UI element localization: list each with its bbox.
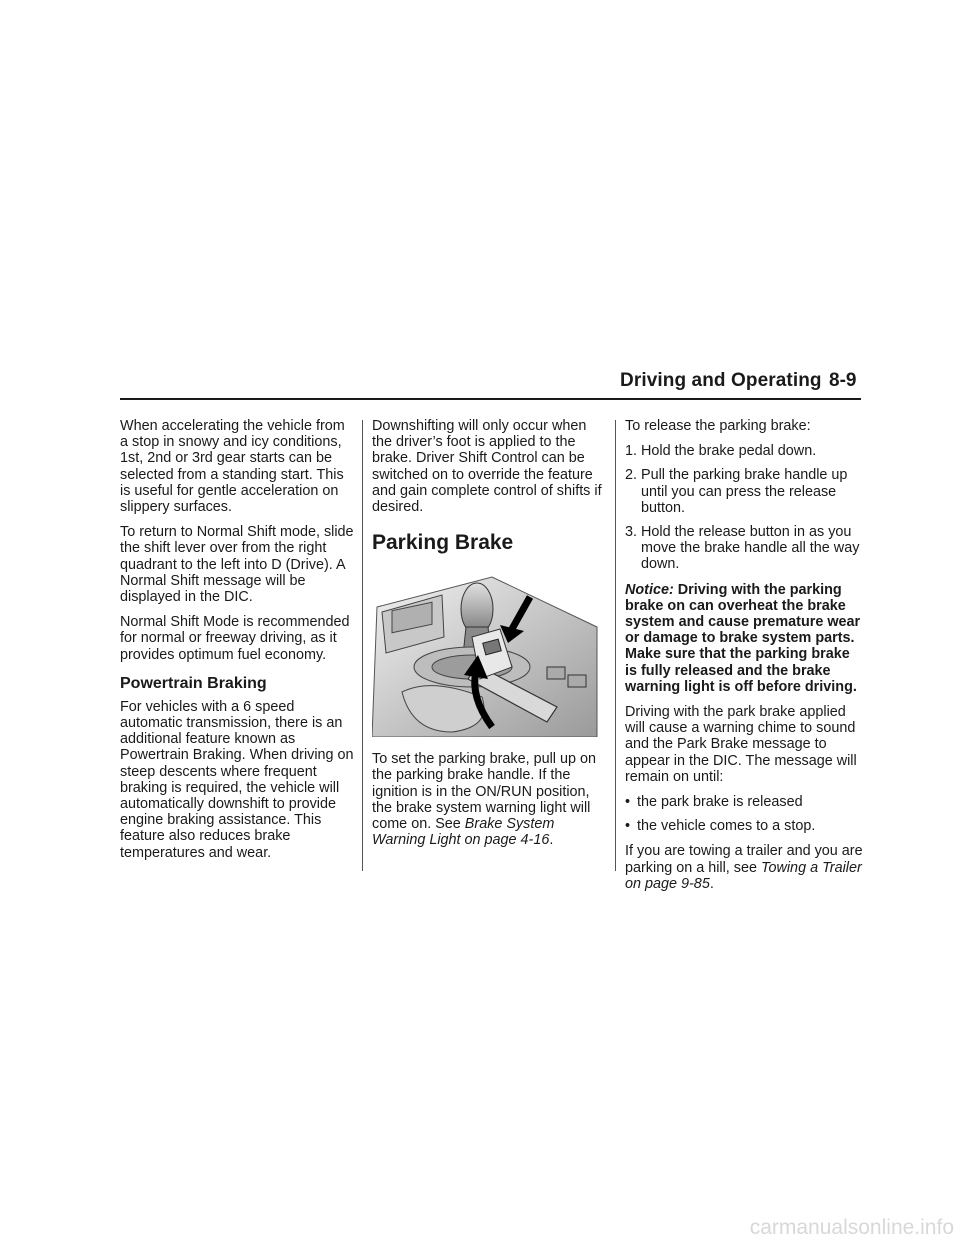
paragraph: Normal Shift Mode is recommended for normal or freeway driving, as it provides optimum fuel economy. — [120, 614, 350, 663]
bullet-list — [625, 794, 865, 834]
section-title: Driving and Operating — [620, 370, 822, 391]
subheading-powertrain-braking: Powertrain Braking — [120, 674, 267, 692]
watermark: carmanualsonline.info — [749, 1216, 954, 1239]
bullet-icon: • — [625, 794, 631, 811]
paragraph: For vehicles with a 6 speed automatic transmission, there is an additional feature known as Powertrain Braking. When driving on steep descents where frequent braking is required, the vehicle will automatically downshift to provide engine braking assistance. This feature also reduces brake temperatures and wear. — [120, 698, 354, 861]
list-item: 1. Hold the brake pedal down. — [625, 443, 817, 460]
parking-brake-drawing — [372, 567, 602, 737]
paragraph: Driving with the park brake applied will cause a warning chime to sound and the Park Brake message to appear in the DIC. The message will remain on until: — [625, 704, 857, 785]
paragraph: Downshifting will only occur when the driver’s foot is applied to the brake. Driver Shift Control can be switched on to override the feature and gain complete control of shifts if desired. — [372, 418, 602, 516]
paragraph: To return to Normal Shift mode, slide the shift lever over from the right quadrant to the left into D (Drive). A Normal Shift message will be displayed in the DIC. — [120, 524, 354, 606]
cross-reference-link[interactable]: Brake System Warning Light on page 4-16 — [372, 816, 555, 849]
header-rule — [120, 398, 861, 400]
parking-brake-illustration — [372, 567, 602, 737]
paragraph: When accelerating the vehicle from a stop in snowy and icy conditions, 1st, 2nd or 3rd gear starts can be selected from a standing start. This is useful for gentle acceleration on slippery surfaces. — [120, 418, 345, 516]
page-number: 8-9 — [829, 370, 857, 391]
paragraph: To set the parking brake, pull up on the parking brake handle. If the ignition is in the ON/RUN position, the brake system warning light will come on. See Brake System Warning Light on page 4-16. — [372, 751, 596, 849]
notice-label: Notice: — [625, 581, 674, 598]
list-item: • the park brake is released — [625, 794, 803, 811]
paragraph: To release the parking brake: — [625, 418, 811, 434]
list-item: 3. Hold the release button in as you move the brake handle all the way down. — [625, 524, 860, 573]
column-3 — [625, 418, 865, 901]
column-divider — [362, 420, 363, 871]
notice: Notice: Driving with the parking brake on can overheat the brake system and cause premature wear or damage to brake system parts. Make sure that the parking brake is fully released and the brake warning light is off before driving. — [625, 581, 861, 695]
cross-reference-link[interactable]: Towing a Trailer on page 9-85 — [625, 859, 862, 892]
heading-parking-brake: Parking Brake — [372, 531, 514, 555]
release-steps-list — [625, 443, 865, 572]
paragraph: If you are towing a trailer and you are parking on a hill, see Towing a Trailer on page 9-85. — [625, 843, 863, 892]
column-1 — [120, 418, 355, 870]
column-divider — [615, 420, 616, 871]
list-item: • the vehicle comes to a stop. — [625, 818, 816, 835]
column-2 — [372, 418, 607, 857]
page-header — [0, 370, 960, 400]
bullet-icon: • — [625, 818, 631, 835]
list-item: 2. Pull the parking brake handle up until you can press the release button. — [625, 467, 848, 516]
